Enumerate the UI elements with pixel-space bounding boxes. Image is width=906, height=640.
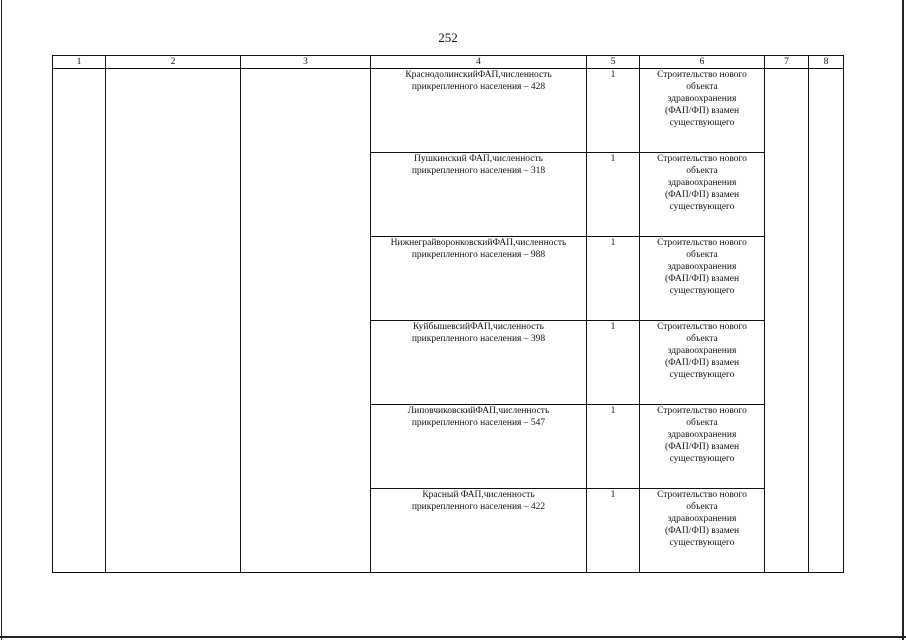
action-description-line: существующего bbox=[669, 286, 735, 296]
facility-description-cell bbox=[371, 237, 587, 321]
facility-description-line: Пушкинский ФАП,численность bbox=[414, 154, 543, 164]
scan-border-bottom bbox=[0, 636, 906, 638]
action-description-line: объекта bbox=[686, 82, 718, 92]
col-2-cell bbox=[106, 69, 241, 573]
facility-description-cell bbox=[371, 489, 587, 573]
action-description-cell bbox=[640, 69, 765, 153]
quantity-cell: 1 bbox=[587, 153, 640, 237]
action-description-line: (ФАП/ФП) взамен bbox=[664, 358, 740, 368]
facility-description-cell bbox=[371, 69, 587, 153]
column-header-4: 4 bbox=[371, 56, 587, 69]
column-header-1: 1 bbox=[53, 56, 106, 69]
column-header-5: 5 bbox=[587, 56, 640, 69]
facility-description-line: прикрепленного населения – 547 bbox=[411, 418, 546, 428]
quantity-cell: 1 bbox=[587, 489, 640, 573]
action-description-line: существующего bbox=[669, 118, 735, 128]
facility-description-line: КраснодолинскийФАП,численность bbox=[405, 70, 552, 80]
column-header-3: 3 bbox=[241, 56, 371, 69]
document-table bbox=[52, 55, 844, 573]
facility-description-line: прикрепленного населения – 318 bbox=[411, 166, 546, 176]
page-number: 252 bbox=[438, 30, 458, 45]
action-description-line: здравоохранения bbox=[667, 262, 737, 272]
action-description-line: объекта bbox=[686, 334, 718, 344]
facility-description-line: КуйбышевсийФАП,численность bbox=[413, 322, 544, 332]
action-description-cell bbox=[640, 489, 765, 573]
action-description-line: (ФАП/ФП) взамен bbox=[664, 442, 740, 452]
facility-description-line: прикрепленного населения – 988 bbox=[411, 250, 546, 260]
action-description-line: существующего bbox=[669, 454, 735, 464]
col-3-cell bbox=[241, 69, 371, 573]
table-row bbox=[53, 69, 844, 153]
facility-description-line: НижнеграйворонковскийФАП,численность bbox=[390, 238, 567, 248]
action-description-line: Строительство нового bbox=[657, 70, 747, 80]
col-8-cell bbox=[809, 69, 844, 573]
action-description-line: Строительство нового bbox=[657, 490, 747, 500]
action-description-line: объекта bbox=[686, 250, 718, 260]
action-description-cell bbox=[640, 153, 765, 237]
action-description-line: здравоохранения bbox=[667, 178, 737, 188]
action-description-cell bbox=[640, 405, 765, 489]
action-description-line: Строительство нового bbox=[657, 238, 747, 248]
quantity-cell: 1 bbox=[587, 321, 640, 405]
facility-description-line: прикрепленного населения – 428 bbox=[411, 82, 546, 92]
column-header-8: 8 bbox=[809, 56, 844, 69]
action-description-line: Строительство нового bbox=[657, 322, 747, 332]
action-description-cell bbox=[640, 237, 765, 321]
facility-description-cell bbox=[371, 153, 587, 237]
action-description-line: здравоохранения bbox=[667, 514, 737, 524]
quantity-cell: 1 bbox=[587, 405, 640, 489]
col-7-cell bbox=[765, 69, 809, 573]
action-description-line: (ФАП/ФП) взамен bbox=[664, 106, 740, 116]
column-header-2: 2 bbox=[106, 56, 241, 69]
action-description-line: объекта bbox=[686, 502, 718, 512]
action-description-line: существующего bbox=[669, 202, 735, 212]
action-description-cell bbox=[640, 321, 765, 405]
action-description-line: объекта bbox=[686, 418, 718, 428]
action-description-line: объекта bbox=[686, 166, 718, 176]
scan-border-left bbox=[1, 0, 2, 640]
facility-description-line: Красный ФАП,численность bbox=[422, 490, 535, 500]
action-description-line: существующего bbox=[669, 370, 735, 380]
quantity-cell: 1 bbox=[587, 237, 640, 321]
action-description-line: Строительство нового bbox=[657, 406, 747, 416]
facility-description-line: ЛиповчиковскийФАП,численность bbox=[407, 406, 550, 416]
action-description-line: Строительство нового bbox=[657, 154, 747, 164]
action-description-line: здравоохранения bbox=[667, 346, 737, 356]
column-header-7: 7 bbox=[765, 56, 809, 69]
facility-description-cell bbox=[371, 321, 587, 405]
action-description-line: (ФАП/ФП) взамен bbox=[664, 274, 740, 284]
table-header-row bbox=[53, 56, 844, 69]
facility-description-line: прикрепленного населения – 422 bbox=[411, 502, 546, 512]
action-description-line: здравоохранения bbox=[667, 430, 737, 440]
facility-description-cell bbox=[371, 405, 587, 489]
facility-description-line: прикрепленного населения – 398 bbox=[411, 334, 546, 344]
quantity-cell: 1 bbox=[587, 69, 640, 153]
col-1-cell bbox=[53, 69, 106, 573]
action-description-line: здравоохранения bbox=[667, 94, 737, 104]
action-description-line: (ФАП/ФП) взамен bbox=[664, 526, 740, 536]
column-header-6: 6 bbox=[640, 56, 765, 69]
scan-border-right bbox=[902, 0, 904, 640]
action-description-line: существующего bbox=[669, 538, 735, 548]
action-description-line: (ФАП/ФП) взамен bbox=[664, 190, 740, 200]
